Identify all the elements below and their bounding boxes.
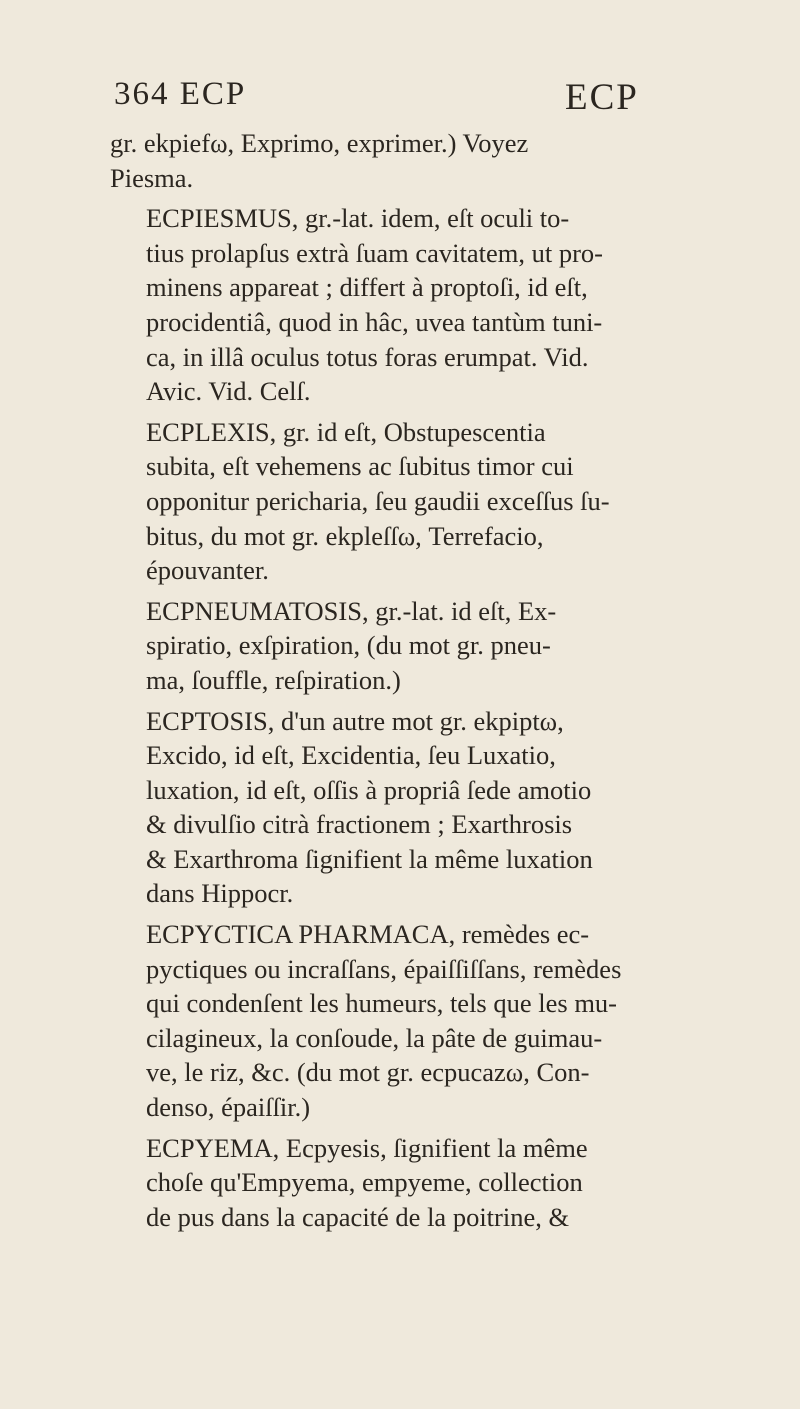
- page-number-and-head: [114, 76, 246, 113]
- text-line: Excido, id eſt, Excidentia, ſeu Luxatio,: [146, 740, 556, 771]
- entry-ecpyema: [110, 1131, 740, 1235]
- text-line: ECPNEUMATOSIS, gr.-lat. id eſt, Ex-: [146, 595, 557, 626]
- text-line: tius prolapſus extrà ſuam cavitatem, ut pro-: [146, 237, 603, 268]
- text-line: denso, épaiſſir.): [146, 1092, 311, 1123]
- text-line: ECPYEMA, Ecpyesis, ſignifient la même: [146, 1132, 588, 1163]
- text-line: spiratio, exſpiration, (du mot gr. pneu-: [146, 630, 551, 661]
- page-number: 364: [114, 76, 170, 112]
- entry-ecpiesmus: [110, 201, 740, 409]
- left-running-head: ECP: [179, 76, 247, 112]
- entry-ecpneumatosis: [110, 594, 740, 698]
- text-line: subita, eſt vehemens ac ſubitus timor cui: [146, 451, 574, 482]
- text-line: gr. ekpiefω, Exprimo, exprimer.) Voyez: [110, 128, 529, 158]
- text-line: ECPLEXIS, gr. id eſt, Obstupescentia: [146, 416, 546, 447]
- text-line: ECPYCTICA PHARMACA, remèdes ec-: [146, 919, 590, 950]
- text-line: épouvanter.: [146, 555, 269, 586]
- text-line: Avic. Vid. Celſ.: [146, 376, 311, 407]
- text-line: qui condenſent les humeurs, tels que les mu-: [146, 988, 618, 1019]
- text-line: & divulſio citrà fractionem ; Exarthrosis: [146, 809, 573, 840]
- running-header: [110, 70, 740, 126]
- text-line: choſe qu'Empyema, empyeme, collection: [146, 1167, 583, 1198]
- text-line: ECPTOSIS, d'un autre mot gr. ekpiptω,: [146, 705, 564, 736]
- text-line: ma, ſouffle, reſpiration.): [146, 664, 401, 695]
- text-line: ve, le riz, &c. (du mot gr. ecpucazω, Con-: [146, 1057, 590, 1088]
- text-line: de pus dans la capacité de la poitrine, &: [146, 1201, 570, 1232]
- entry-ecpyctica-pharmaca: [110, 917, 740, 1125]
- entry-ecplexis: [110, 415, 740, 588]
- entry-ecptosis: [110, 704, 740, 912]
- body-text: [110, 126, 740, 1234]
- text-line: ECPIESMUS, gr.-lat. idem, eſt oculi to-: [146, 203, 570, 234]
- text-line: ca, in illâ oculus totus foras erumpat. Vid.: [146, 341, 589, 372]
- text-line: pyctiques ou incraſſans, épaiſſiſſans, remèdes: [146, 953, 622, 984]
- text-line: opponitur perichariа, ſeu gaudii exceſſus ſu-: [146, 485, 610, 516]
- text-line: dans Hippocr.: [146, 878, 294, 909]
- text-line: & Exarthroma ſignifient la même luxation: [146, 843, 593, 874]
- text-line: luxation, id eſt, oſſis à propriâ ſede amotio: [146, 774, 592, 805]
- text-line: Piesma.: [110, 162, 194, 193]
- text-line: procidentiâ, quod in hâc, uvea tantùm tuni-: [146, 306, 603, 337]
- right-running-head: ECP: [565, 77, 639, 118]
- text-line: bitus, du mot gr. ekpleſſω, Terrefacio,: [146, 520, 544, 551]
- text-line: cilagineux, la conſoude, la pâte de guimau-: [146, 1022, 603, 1053]
- text-line: minens appareat ; differt à proptoſi, id eſt,: [146, 272, 588, 303]
- entry-continuation: [110, 126, 740, 195]
